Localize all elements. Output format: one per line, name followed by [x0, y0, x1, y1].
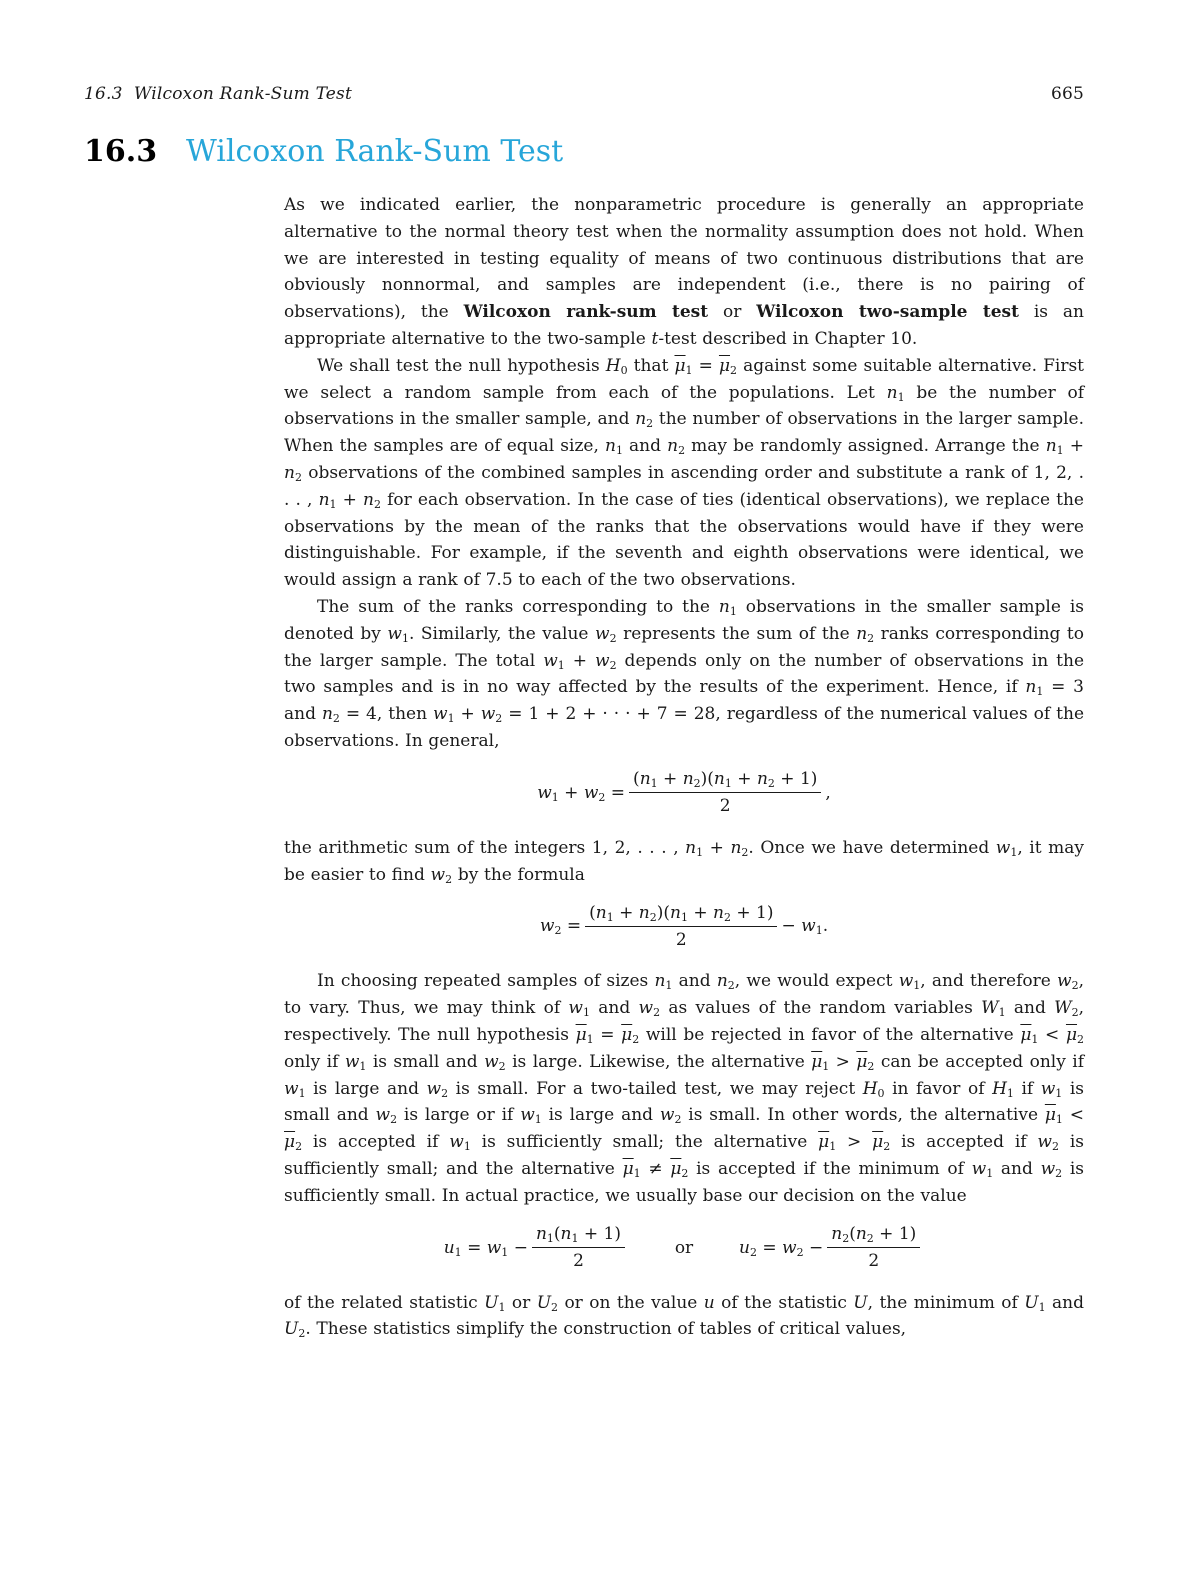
or-word: or: [674, 1237, 694, 1258]
fraction: $\frac{(n_1 + n_2)(n_1 + n_2 + 1)}{2}$: [585, 903, 777, 950]
paragraph-1: As we indicated earlier, the nonparametric procedure is generally an appropriate alternative to the normal theory test when the normality assumption does not hold. When we are interested in testing equality of means of two continuous distributions that are obviously nonnormal, and samples are independent (i.e., there is no pairing of observations), the Wilcoxon rank-sum test or Wilcoxon two-sample test is an appropriate alternative to the two-sample t-test described in Chapter 10.: [284, 195, 1084, 349]
running-head-title: 16.3 Wilcoxon Rank-Sum Test: [84, 84, 353, 104]
paragraph-3: The sum of the ranks corresponding to the $n_1$ observations in the smaller sample is denoted by $w_1$. Similarly, the value $w_2$ represents the sum of the $n_2$ ranks corresponding to the larger sample. The total $w_1 + w_2$ depends only on the number of observations in the two samples and is in no way affected by the results of the experiment. Hence, if $n_1 = 3$ and $n_2 = 4$, then $w_1 + w_2 = 1 + 2$ + · · · + 7 = 28, regardless of the numerical values of the observations. In general,: [284, 596, 1085, 751]
paragraph-6: of the related statistic $U_1$ or $U_2$ or on the value u of the statistic U, the minimum of $U_1$ and $U_2$. These statistics simplify the construction of tables of critical values,: [284, 1292, 1084, 1341]
paragraph-5: In choosing repeated samples of sizes $n_1$ and $n_2$, we would expect $w_1$, and therefore $w_2$, to vary. Thus, we may think of $w_1$ and $w_2$ as values of the random variables $W_1$ and $W_2$, respectively. The null hypothesis $\overline{\mu}_1 = \overline{\mu}_2$ will be rejected in favor of the alternative $\overline{\mu}_1 < \overline{\mu}_2$ only if $w_1$ is small and $w_2$ is large. Likewise, the alternative $\overline{\mu}_1 > \overline{\mu}_2$ can be accepted only if $w_1$ is large and $w_2$ is small. For a two-tailed test, we may reject $H_0$ in favor of $H_1$ if $w_1$ is small and $w_2$ is large or if $w_1$ is large and $w_2$ is small. In other words, the alternative $\overline{\mu}_1 < \overline{\mu}_2$ is accepted if $w_1$ is sufficiently small; the alternative $\overline{\mu}_1 > \overline{\mu}_2$ is accepted if $w_2$ is sufficiently small; and the alternative $\overline{\mu}_1 \ne \overline{\mu}_2$ is accepted if the minimum of $w_1$ and $w_2$ is sufficiently small. In actual practice, we usually base our decision on the value: [284, 971, 1085, 1206]
equation-sum-of-ranks: $w_1 + w_2$ = $\frac{(n_1 + n_2)(n_1 + n_2 + 1)}{2}$ ,: [537, 769, 831, 817]
term-two-sample: Wilcoxon two-sample test: [756, 302, 1019, 323]
running-head: [84, 84, 1084, 104]
section-number: 16.3: [84, 134, 158, 169]
equation-w2: $w_2$ = $\frac{(n_1 + n_2)(n_1 + n_2 + 1)}{2}$ − $w_1$.: [539, 902, 829, 950]
section-title: Wilcoxon Rank-Sum Test: [186, 134, 564, 169]
section-heading: [84, 134, 563, 169]
equation-u-statistics: $u_1 = w_1$ − $\frac{n_1(n_1 + 1)}{2}$ or $u_2 = w_2$ − $\frac{n_2(n_2 + 1)}{2}$: [284, 1214, 1084, 1282]
page-number: 665: [1050, 84, 1084, 104]
body-text: [284, 192, 1084, 1343]
fraction: $\frac{n_1(n_1 + 1)}{2}$: [532, 1224, 625, 1271]
paragraph-2: We shall test the null hypothesis $H_0$ that $\overline{\mu}_1 = \overline{\mu}_2$ against some suitable alternative. First we select a random sample from each of the populations. Let $n_1$ be the number of observations in the smaller sample, and $n_2$ the number of observations in the larger sample. When the samples are of equal size, $n_1$ and $n_2$ may be randomly assigned. Arrange the $n_1 + n_2$ observations of the combined samples in ascending order and substitute a rank of 1, 2, . . . , $n_1 + n_2$ for each observation. In the case of ties (identical observations), we replace the observations by the mean of the ranks that the observations would have if they were distinguishable. For example, if the seventh and eighth observations were identical, we would assign a rank of 7.5 to each of the two observations.: [284, 355, 1085, 591]
paragraph-4: the arithmetic sum of the integers 1, 2, . . . , $n_1 + n_2$. Once we have determined $w_1$, it may be easier to find $w_2$ by the formula: [284, 837, 1084, 886]
term-rank-sum: Wilcoxon rank-sum test: [463, 302, 709, 323]
fraction: $\frac{n_2(n_2 + 1)}{2}$: [827, 1224, 920, 1271]
fraction: $\frac{(n_1 + n_2)(n_1 + n_2 + 1)}{2}$: [629, 769, 821, 816]
